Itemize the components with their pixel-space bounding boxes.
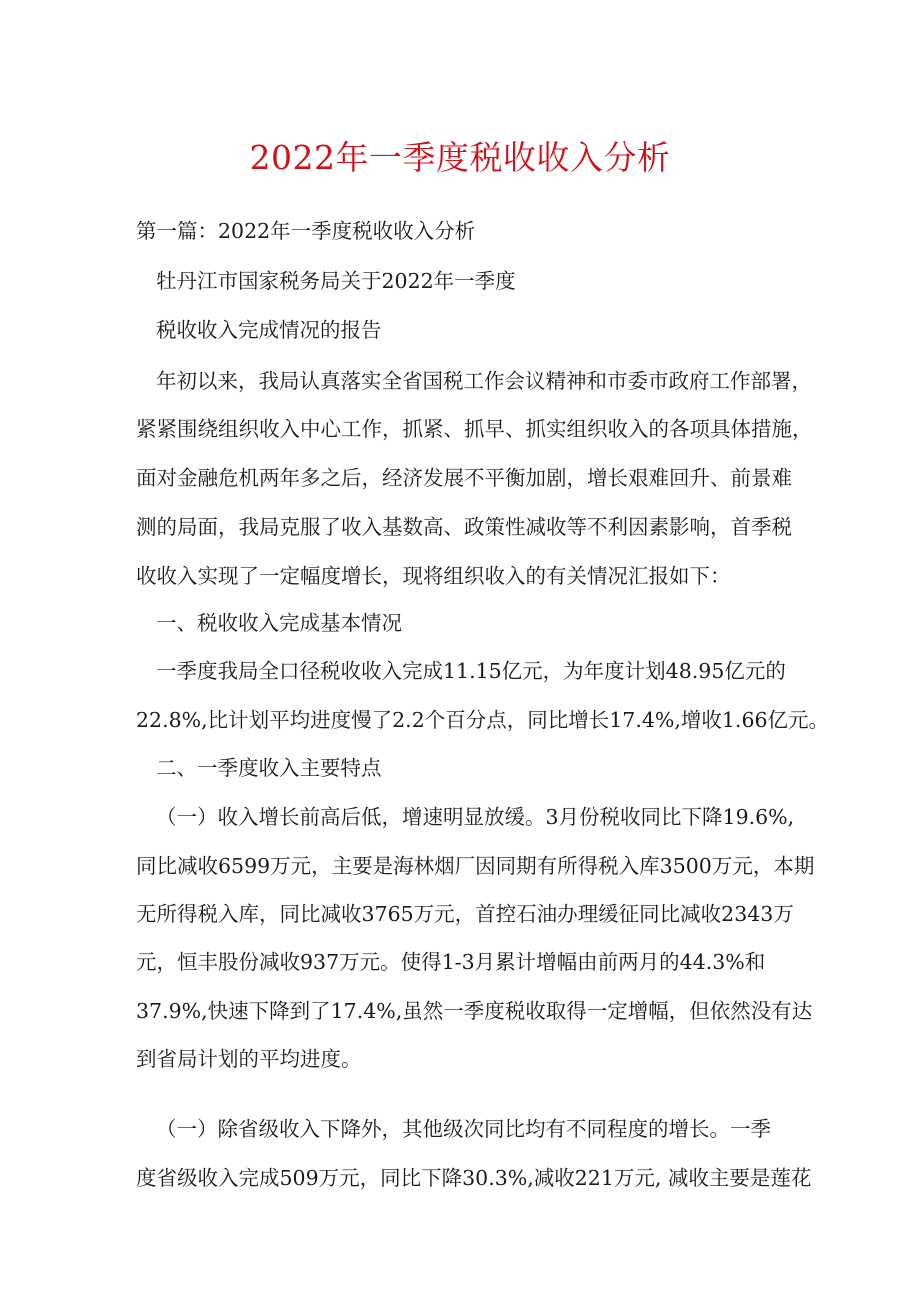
chapter-heading: 第一篇：2022年一季度税收收入分析	[136, 219, 476, 243]
paragraph-line: 测的局面，我局克服了收入基数高、政策性减收等不利因素影响，首季税	[136, 515, 792, 539]
paragraph-line: （一）除省级收入下降外，其他级次同比均有不同程度的增长。一季	[156, 1117, 771, 1141]
paragraph-line: 度省级收入完成509万元，同比下降30.3%,减收221万元, 减收主要是莲花	[136, 1166, 812, 1190]
paragraph-line: 收收入实现了一定幅度增长，现将组织收入的有关情况汇报如下：	[136, 564, 731, 588]
section-heading: 一、税收收入完成基本情况	[156, 611, 402, 635]
paragraph-line: 元，恒丰股份减收937万元。使得1-3月累计增幅由前两月的44.3%和	[136, 950, 766, 974]
report-title-line-2: 税收收入完成情况的报告	[156, 318, 382, 342]
paragraph-line: （一）收入增长前高后低，增速明显放缓。3月份税收同比下降19.6%,	[156, 805, 795, 829]
paragraph-line: 紧紧围绕组织收入中心工作，抓紧、抓早、抓实组织收入的各项具体措施，	[136, 417, 813, 441]
paragraph-line: 22.8%,比计划平均进度慢了2.2个百分点，同比增长17.4%,增收1.66亿元。	[136, 708, 830, 732]
paragraph-line: 同比减收6599万元，主要是海林烟厂因同期有所得税入库3500万元，本期	[136, 854, 815, 878]
paragraph-line: 一季度我局全口径税收收入完成11.15亿元，为年度计划48.95亿元的	[156, 659, 786, 683]
paragraph-line: 无所得税入库，同比减收3765万元，首控石油办理缓征同比减收2343万	[136, 902, 794, 926]
document-title: 2022年一季度税收收入分析	[249, 138, 671, 177]
paragraph-line: 年初以来，我局认真落实全省国税工作会议精神和市委市政府工作部署，	[156, 369, 812, 393]
paragraph-line: 到省局计划的平均进度。	[136, 1047, 362, 1071]
paragraph-line: 37.9%,快速下降到了17.4%,虽然一季度税收取得一定增幅，但依然没有达	[136, 999, 813, 1023]
section-heading: 二、一季度收入主要特点	[156, 756, 382, 780]
report-title-line-1: 牡丹江市国家税务局关于2022年一季度	[156, 269, 516, 293]
paragraph-line: 面对金融危机两年多之后，经济发展不平衡加剧，增长艰难回升、前景难	[136, 466, 792, 490]
